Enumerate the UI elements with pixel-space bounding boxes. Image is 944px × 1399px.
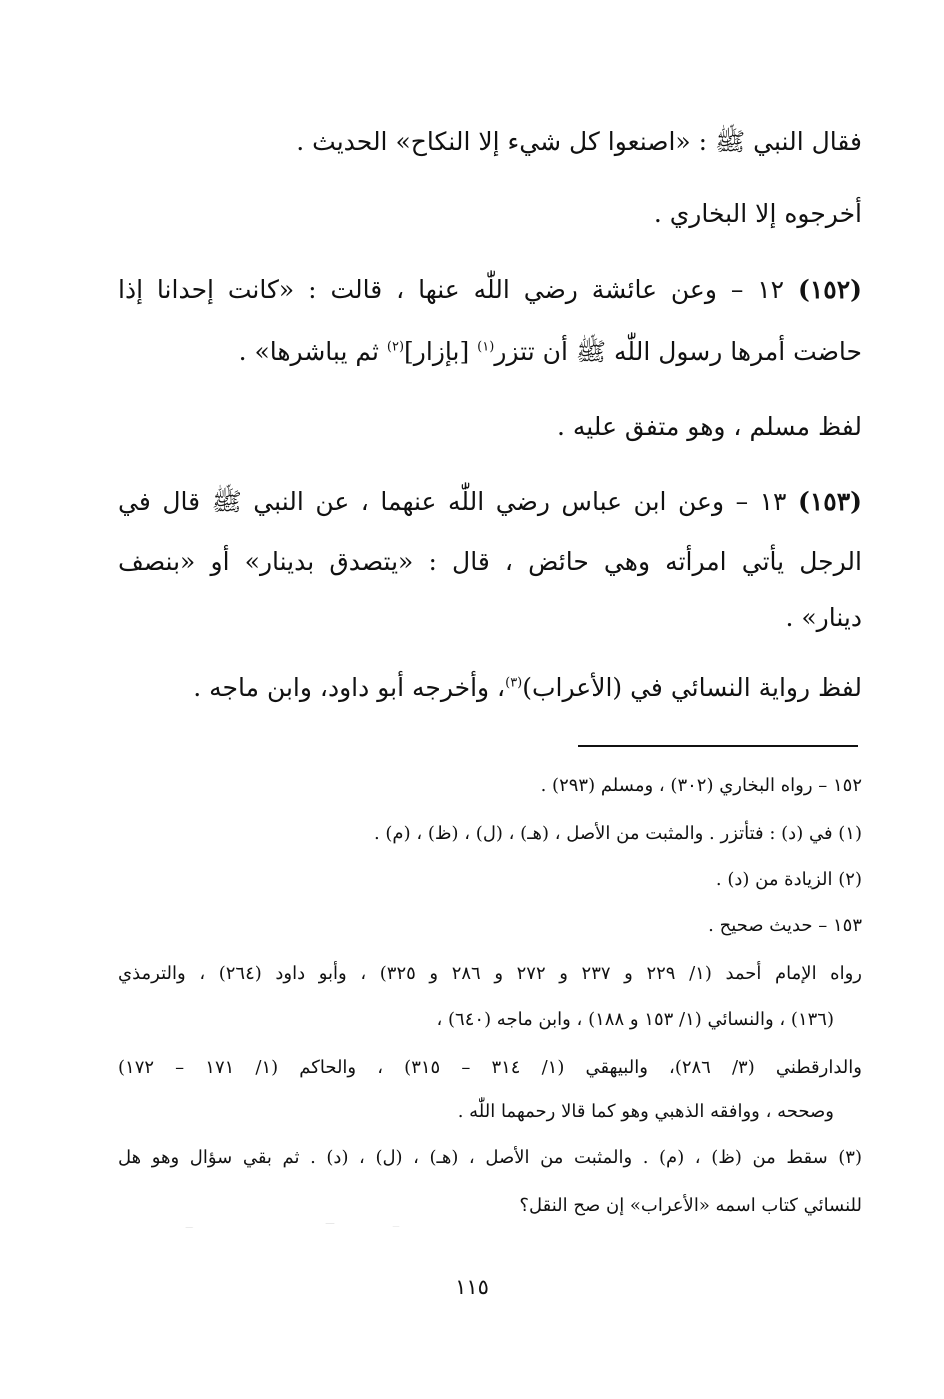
- footnote-marker: (٣): [505, 675, 523, 691]
- takhrij-text: لفظ رواية النسائي في (الأعراب): [522, 673, 862, 702]
- takhrij-text: لفظ مسلم ، وهو متفق عليه .: [556, 412, 862, 441]
- footnote-marker: (٢): [386, 339, 405, 355]
- handwritten-annotation: [22, 1212, 462, 1238]
- text-line: [193, 670, 862, 706]
- text-line: [654, 196, 862, 232]
- hadith-152-line-1: [118, 272, 862, 308]
- text-line: [557, 409, 862, 445]
- hadith-number: (١٥٣): [798, 487, 862, 516]
- hadith-153-line-1: [118, 484, 862, 520]
- hadith-text: ١٣ – وعن ابن عباس رضي اللّٰه عنهما ، عن النبي ﷺ قال في: [118, 487, 787, 516]
- footnote-line: للنسائي كتاب اسمه «الأعراب» إن صح النقل؟: [519, 1195, 862, 1216]
- hadith-153-line-3: [785, 600, 862, 636]
- footnote-line: (٣) سقط من (ظ) ، (م) . والمثبت من الأصل ، (هـ) ، (ل) ، (د) . ثم بقي سؤال وهو هل: [118, 1147, 862, 1168]
- hadith-text: ثم يباشرها» .: [238, 337, 387, 366]
- hadith-text: فقال النبي ﷺ : «اصنعوا كل شيء إلا النكاح» الحديث .: [296, 127, 862, 156]
- footnote-line: ١٥٣ – حديث صحيح .: [708, 915, 862, 936]
- hadith-152-line-2: [239, 334, 862, 370]
- hadith-text: ١٢ – وعن عائشة رضي اللّٰه عنها ، قالت : «كانت إحدانا إذا: [118, 275, 785, 304]
- footnote-separator: [578, 745, 858, 747]
- footnote-line: (١) في (د) : فتأتزر . والمثبت من الأصل ، (هـ) ، (ل) ، (ظ) ، (م) .: [373, 823, 862, 844]
- footnote-line: وصححه ، ووافقه الذهبي وهو كما قالا رحمهما اللّٰه .: [457, 1101, 834, 1122]
- takhrij-text: ، وأخرجه أبو داود، وابن ماجه .: [193, 673, 506, 702]
- text-line: [296, 124, 862, 160]
- hadith-number: (١٥٢): [798, 275, 862, 304]
- page-number: ١١٥: [455, 1275, 489, 1299]
- takhrij-text: أخرجوه إلا البخاري .: [653, 199, 862, 228]
- footnote-line: (١٣٦) ، والنسائي (١/ ١٥٣ و ١٨٨) ، وابن ماجه (٦٤٠) ،: [436, 1009, 834, 1030]
- footnote-marker: (١): [477, 339, 495, 355]
- hadith-153-line-2: [118, 544, 862, 580]
- hadith-text: حاضت أمرها رسول اللّٰه ﷺ أن تتزر: [494, 337, 862, 366]
- footnote-line: ١٥٢ – رواه البخاري (٣٠٢) ، ومسلم (٢٩٣) .: [540, 775, 862, 796]
- footnote-line: رواه الإمام أحمد (١/ ٢٢٩ و ٢٣٧ و ٢٧٢ و ٢٨٦ و ٣٢٥) ، وأبو داود (٢٦٤) ، والترمذي: [118, 963, 862, 984]
- hadith-text: الرجل يأتي امرأته وهي حائض ، قال : «يتصدق بدينار» أو «بنصف: [118, 547, 862, 576]
- hadith-text: دينار» .: [785, 603, 862, 632]
- footnote-line: (٢) الزيادة من (د) .: [715, 869, 862, 890]
- footnote-line: والدارقطني (٣/ ٢٨٦)، والبيهقي (١/ ٣١٤ – ٣١٥) ، والحاكم (١/ ١٧١ – ١٧٢): [118, 1057, 862, 1078]
- hadith-text: [بإزار]: [404, 337, 478, 366]
